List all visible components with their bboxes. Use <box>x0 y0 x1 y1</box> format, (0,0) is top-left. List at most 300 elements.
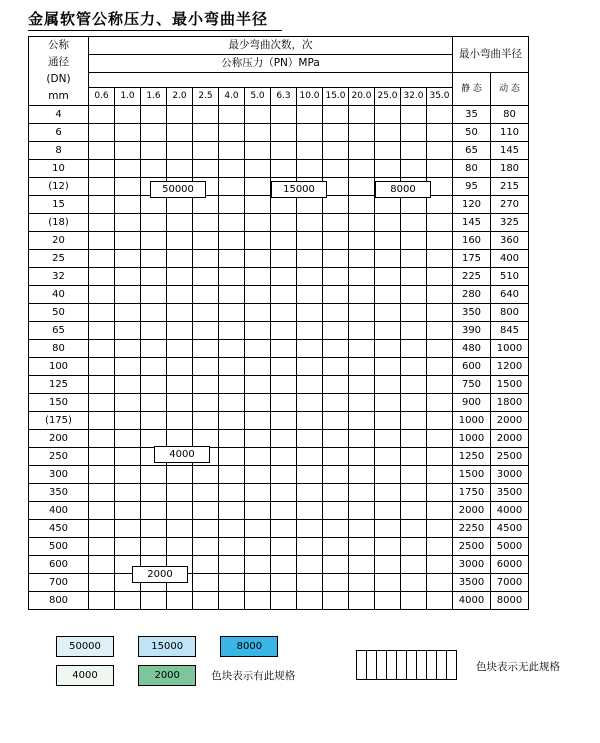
legend-swatch-4000: 4000 <box>56 665 114 686</box>
spec-cell <box>271 304 297 322</box>
spec-cell <box>167 358 193 376</box>
legend-swatch-15000: 15000 <box>138 636 196 657</box>
spec-cell <box>245 448 271 466</box>
spec-cell <box>167 430 193 448</box>
table-row <box>29 556 529 574</box>
spec-cell <box>193 304 219 322</box>
spec-cell <box>401 430 427 448</box>
pn-value-1: 1.0 <box>115 88 141 106</box>
legend-swatch-8000: 8000 <box>220 636 278 657</box>
spec-cell <box>297 232 323 250</box>
radius-dynamic-cell: 215 <box>491 178 529 196</box>
spec-cell <box>401 574 427 592</box>
spec-cell <box>349 286 375 304</box>
spec-cell <box>89 250 115 268</box>
spec-cell <box>89 196 115 214</box>
spec-cell <box>323 286 349 304</box>
spec-cell <box>349 268 375 286</box>
radius-static-cell: 160 <box>453 232 491 250</box>
spec-cell <box>375 484 401 502</box>
table-row <box>29 574 529 592</box>
pn-value-5: 4.0 <box>219 88 245 106</box>
spec-cell <box>297 340 323 358</box>
legend-empty-cell <box>377 651 387 680</box>
spec-cell <box>271 124 297 142</box>
dn-cell: 350 <box>29 484 89 502</box>
spec-cell <box>375 502 401 520</box>
spec-cell <box>167 286 193 304</box>
radius-dynamic-cell: 8000 <box>491 592 529 610</box>
table-row <box>29 538 529 556</box>
spec-cell <box>349 448 375 466</box>
spec-cell <box>349 340 375 358</box>
spec-cell <box>115 286 141 304</box>
spec-cell <box>89 538 115 556</box>
spec-cell <box>323 394 349 412</box>
radius-dynamic-cell: 510 <box>491 268 529 286</box>
spec-cell <box>323 448 349 466</box>
spec-cell <box>89 124 115 142</box>
spec-cell <box>271 484 297 502</box>
spec-cell <box>427 250 453 268</box>
spec-cell <box>89 466 115 484</box>
dn-cell: 80 <box>29 340 89 358</box>
spec-cell <box>271 358 297 376</box>
spec-cell <box>297 466 323 484</box>
spec-cell <box>245 196 271 214</box>
spec-cell <box>323 196 349 214</box>
spec-cell <box>219 322 245 340</box>
spec-cell <box>245 286 271 304</box>
radius-header: 最小弯曲半径 <box>453 37 529 73</box>
spec-cell <box>245 574 271 592</box>
spec-cell <box>375 448 401 466</box>
table-row <box>29 196 529 214</box>
spec-table-container <box>28 36 529 610</box>
overlay-label-8000: 8000 <box>375 181 431 198</box>
radius-dynamic-cell: 1500 <box>491 376 529 394</box>
dn-header-line3: (DN) <box>46 73 71 85</box>
spec-cell <box>193 520 219 538</box>
spec-cell <box>141 520 167 538</box>
radius-static-cell: 2000 <box>453 502 491 520</box>
spec-cell <box>271 448 297 466</box>
spec-cell <box>193 142 219 160</box>
spec-cell <box>245 250 271 268</box>
spec-cell <box>115 484 141 502</box>
spec-cell <box>375 520 401 538</box>
spec-cell <box>89 556 115 574</box>
radius-dynamic-cell: 5000 <box>491 538 529 556</box>
spec-cell <box>141 214 167 232</box>
spec-cell <box>401 232 427 250</box>
radius-static-cell: 3000 <box>453 556 491 574</box>
spec-cell <box>323 340 349 358</box>
spec-cell <box>401 340 427 358</box>
dn-cell: 250 <box>29 448 89 466</box>
spec-cell <box>401 304 427 322</box>
spec-cell <box>297 430 323 448</box>
spec-cell <box>323 232 349 250</box>
spec-cell <box>89 592 115 610</box>
spec-cell <box>115 358 141 376</box>
radius-static-cell: 50 <box>453 124 491 142</box>
radius-dynamic-cell: 1200 <box>491 358 529 376</box>
spec-cell <box>271 160 297 178</box>
spec-cell <box>375 376 401 394</box>
spec-cell <box>375 196 401 214</box>
radius-dynamic-cell: 80 <box>491 106 529 124</box>
dn-cell: 600 <box>29 556 89 574</box>
pn-value-8: 10.0 <box>297 88 323 106</box>
dn-cell: 40 <box>29 286 89 304</box>
dn-cell: 125 <box>29 376 89 394</box>
spec-cell <box>245 466 271 484</box>
table-row <box>29 160 529 178</box>
spec-cell <box>297 106 323 124</box>
spec-cell <box>193 394 219 412</box>
spec-cell <box>193 340 219 358</box>
legend-color-note: 色块表示有此规格 <box>211 670 296 682</box>
spec-cell <box>271 286 297 304</box>
spec-cell <box>89 322 115 340</box>
radius-static-cell: 600 <box>453 358 491 376</box>
spec-cell <box>89 448 115 466</box>
dn-cell: 6 <box>29 124 89 142</box>
spec-cell <box>297 376 323 394</box>
spec-cell <box>427 592 453 610</box>
spec-cell <box>115 592 141 610</box>
spec-cell <box>401 358 427 376</box>
dn-cell: 65 <box>29 322 89 340</box>
spec-cell <box>219 178 245 196</box>
legend-empty-cell <box>447 651 457 680</box>
spec-cell <box>349 214 375 232</box>
radius-dynamic-cell: 400 <box>491 250 529 268</box>
spec-cell <box>141 340 167 358</box>
spec-cell <box>141 430 167 448</box>
pn-value-11: 25.0 <box>375 88 401 106</box>
spec-cell <box>271 592 297 610</box>
spec-cell <box>297 214 323 232</box>
spec-cell <box>141 592 167 610</box>
spec-cell <box>193 466 219 484</box>
spec-cell <box>115 214 141 232</box>
spec-cell <box>375 592 401 610</box>
spec-cell <box>271 466 297 484</box>
spec-cell <box>245 124 271 142</box>
spec-cell <box>115 124 141 142</box>
spec-cell <box>349 574 375 592</box>
spec-cell <box>297 556 323 574</box>
spec-cell <box>375 538 401 556</box>
spec-cell <box>375 286 401 304</box>
radius-static-cell: 35 <box>453 106 491 124</box>
spec-cell <box>401 466 427 484</box>
table-row <box>29 304 529 322</box>
table-header <box>29 37 529 106</box>
spec-cell <box>89 286 115 304</box>
table-row <box>29 520 529 538</box>
spec-cell <box>323 160 349 178</box>
radius-static-cell: 1500 <box>453 466 491 484</box>
spec-cell <box>297 574 323 592</box>
spec-cell <box>323 502 349 520</box>
spec-cell <box>89 142 115 160</box>
table-row <box>29 322 529 340</box>
legend-empty-swatch <box>356 650 457 680</box>
spec-cell <box>141 394 167 412</box>
legend-empty-cell <box>367 651 377 680</box>
table-row <box>29 142 529 160</box>
spec-cell <box>167 142 193 160</box>
bend-count-header: 最少弯曲次数，次 <box>89 37 453 55</box>
spec-cell <box>323 592 349 610</box>
table-row <box>29 466 529 484</box>
spec-cell <box>245 430 271 448</box>
spec-cell <box>375 412 401 430</box>
spec-cell <box>323 376 349 394</box>
spec-cell <box>193 556 219 574</box>
pn-value-0: 0.6 <box>89 88 115 106</box>
spec-cell <box>349 358 375 376</box>
spec-cell <box>193 574 219 592</box>
spec-cell <box>219 520 245 538</box>
spec-cell <box>401 556 427 574</box>
spec-cell <box>375 268 401 286</box>
spec-cell <box>323 520 349 538</box>
spec-cell <box>115 106 141 124</box>
spec-cell <box>89 232 115 250</box>
spec-cell <box>271 538 297 556</box>
spec-cell <box>245 322 271 340</box>
spec-cell <box>115 376 141 394</box>
spec-cell <box>427 232 453 250</box>
spec-cell <box>323 412 349 430</box>
spec-cell <box>401 394 427 412</box>
spec-cell <box>115 466 141 484</box>
spec-cell <box>167 268 193 286</box>
table-row <box>29 340 529 358</box>
title-underline <box>28 30 282 31</box>
pn-value-7: 6.3 <box>271 88 297 106</box>
spec-cell <box>245 484 271 502</box>
spec-cell <box>193 412 219 430</box>
radius-dynamic-cell: 110 <box>491 124 529 142</box>
spec-cell <box>89 394 115 412</box>
spec-cell <box>89 502 115 520</box>
spec-cell <box>271 556 297 574</box>
spec-cell <box>141 142 167 160</box>
spec-cell <box>349 178 375 196</box>
spec-cell <box>245 520 271 538</box>
spec-cell <box>323 556 349 574</box>
spec-cell <box>193 124 219 142</box>
legend-empty-cell <box>357 651 367 680</box>
radius-dynamic-cell: 360 <box>491 232 529 250</box>
dn-cell: 500 <box>29 538 89 556</box>
spec-cell <box>115 538 141 556</box>
spec-cell <box>427 340 453 358</box>
dn-cell: 8 <box>29 142 89 160</box>
spec-cell <box>167 484 193 502</box>
spec-cell <box>245 538 271 556</box>
spec-cell <box>141 502 167 520</box>
spec-cell <box>141 466 167 484</box>
pn-value-2: 1.6 <box>141 88 167 106</box>
radius-dynamic-cell: 7000 <box>491 574 529 592</box>
spec-cell <box>323 124 349 142</box>
table-row <box>29 394 529 412</box>
spec-cell <box>375 358 401 376</box>
spec-cell <box>219 250 245 268</box>
spec-cell <box>271 412 297 430</box>
spec-cell <box>89 340 115 358</box>
dn-cell: (12) <box>29 178 89 196</box>
spec-cell <box>167 520 193 538</box>
spec-cell <box>401 214 427 232</box>
radius-static-cell: 175 <box>453 250 491 268</box>
radius-dynamic-cell: 3000 <box>491 466 529 484</box>
spec-cell <box>349 232 375 250</box>
pn-header: 公称压力（PN）MPa <box>89 55 453 73</box>
radius-static-cell: 750 <box>453 376 491 394</box>
spec-cell <box>271 340 297 358</box>
spec-cell <box>427 196 453 214</box>
spec-cell <box>427 538 453 556</box>
spec-cell <box>349 484 375 502</box>
spec-cell <box>89 178 115 196</box>
dn-header-line1: 公称 <box>48 39 69 51</box>
pn-value-3: 2.0 <box>167 88 193 106</box>
spec-cell <box>115 340 141 358</box>
spec-cell <box>323 304 349 322</box>
spec-cell <box>219 358 245 376</box>
spec-cell <box>271 268 297 286</box>
spec-cell <box>115 520 141 538</box>
dn-cell: 400 <box>29 502 89 520</box>
radius-static-header: 静 态 <box>453 73 491 106</box>
spec-cell <box>219 484 245 502</box>
spec-cell <box>115 250 141 268</box>
spec-cell <box>297 358 323 376</box>
spec-cell <box>167 502 193 520</box>
page-title: 金属软管公称压力、最小弯曲半径 <box>28 10 269 28</box>
spec-cell <box>115 178 141 196</box>
spec-cell <box>323 106 349 124</box>
spec-cell <box>141 160 167 178</box>
spec-cell <box>401 412 427 430</box>
spec-cell <box>219 412 245 430</box>
table-row <box>29 124 529 142</box>
spec-cell <box>271 322 297 340</box>
spec-cell <box>427 142 453 160</box>
spec-cell <box>219 502 245 520</box>
spec-cell <box>167 250 193 268</box>
spec-cell <box>401 286 427 304</box>
spec-cell <box>297 592 323 610</box>
spec-cell <box>193 484 219 502</box>
dn-cell: 200 <box>29 430 89 448</box>
table-row <box>29 358 529 376</box>
spec-cell <box>349 124 375 142</box>
legend-empty-cell <box>437 651 447 680</box>
spec-cell <box>401 106 427 124</box>
spec-cell <box>219 196 245 214</box>
spec-cell <box>271 250 297 268</box>
spec-cell <box>401 448 427 466</box>
spec-cell <box>323 358 349 376</box>
spec-cell <box>375 250 401 268</box>
radius-static-cell: 145 <box>453 214 491 232</box>
spec-cell <box>427 484 453 502</box>
pn-value-10: 20.0 <box>349 88 375 106</box>
dn-cell: 300 <box>29 466 89 484</box>
spec-cell <box>115 394 141 412</box>
spec-cell <box>349 394 375 412</box>
spec-cell <box>89 268 115 286</box>
radius-dynamic-cell: 1800 <box>491 394 529 412</box>
spec-cell <box>219 394 245 412</box>
spec-cell <box>271 520 297 538</box>
spec-cell <box>271 394 297 412</box>
spec-cell <box>193 232 219 250</box>
spec-cell <box>427 574 453 592</box>
dn-cell: (18) <box>29 214 89 232</box>
spec-cell <box>245 340 271 358</box>
spec-cell <box>271 574 297 592</box>
overlay-label-15000: 15000 <box>271 181 327 198</box>
spec-cell <box>193 430 219 448</box>
spec-cell <box>401 538 427 556</box>
overlay-label-4000: 4000 <box>154 446 210 463</box>
spec-cell <box>401 160 427 178</box>
dn-header-line4: mm <box>48 90 69 102</box>
spec-cell <box>193 592 219 610</box>
spec-cell <box>349 520 375 538</box>
radius-static-cell: 900 <box>453 394 491 412</box>
spec-cell <box>427 304 453 322</box>
radius-static-cell: 120 <box>453 196 491 214</box>
spec-cell <box>141 124 167 142</box>
spec-cell <box>427 214 453 232</box>
spec-cell <box>89 520 115 538</box>
spec-cell <box>375 430 401 448</box>
spec-cell <box>375 142 401 160</box>
spec-cell <box>245 268 271 286</box>
table-row <box>29 232 529 250</box>
spec-cell <box>115 232 141 250</box>
spec-cell <box>349 430 375 448</box>
spec-cell <box>167 214 193 232</box>
spec-cell <box>349 412 375 430</box>
spec-cell <box>141 232 167 250</box>
radius-static-cell: 2250 <box>453 520 491 538</box>
spec-cell <box>349 250 375 268</box>
spec-cell <box>323 484 349 502</box>
spec-cell <box>271 196 297 214</box>
spec-cell <box>193 214 219 232</box>
spec-cell <box>297 448 323 466</box>
spec-cell <box>297 322 323 340</box>
spec-cell <box>297 394 323 412</box>
spec-table <box>28 36 529 610</box>
spec-cell <box>245 358 271 376</box>
spec-cell <box>323 466 349 484</box>
radius-static-cell: 1000 <box>453 430 491 448</box>
spec-cell <box>323 268 349 286</box>
radius-static-cell: 1000 <box>453 412 491 430</box>
